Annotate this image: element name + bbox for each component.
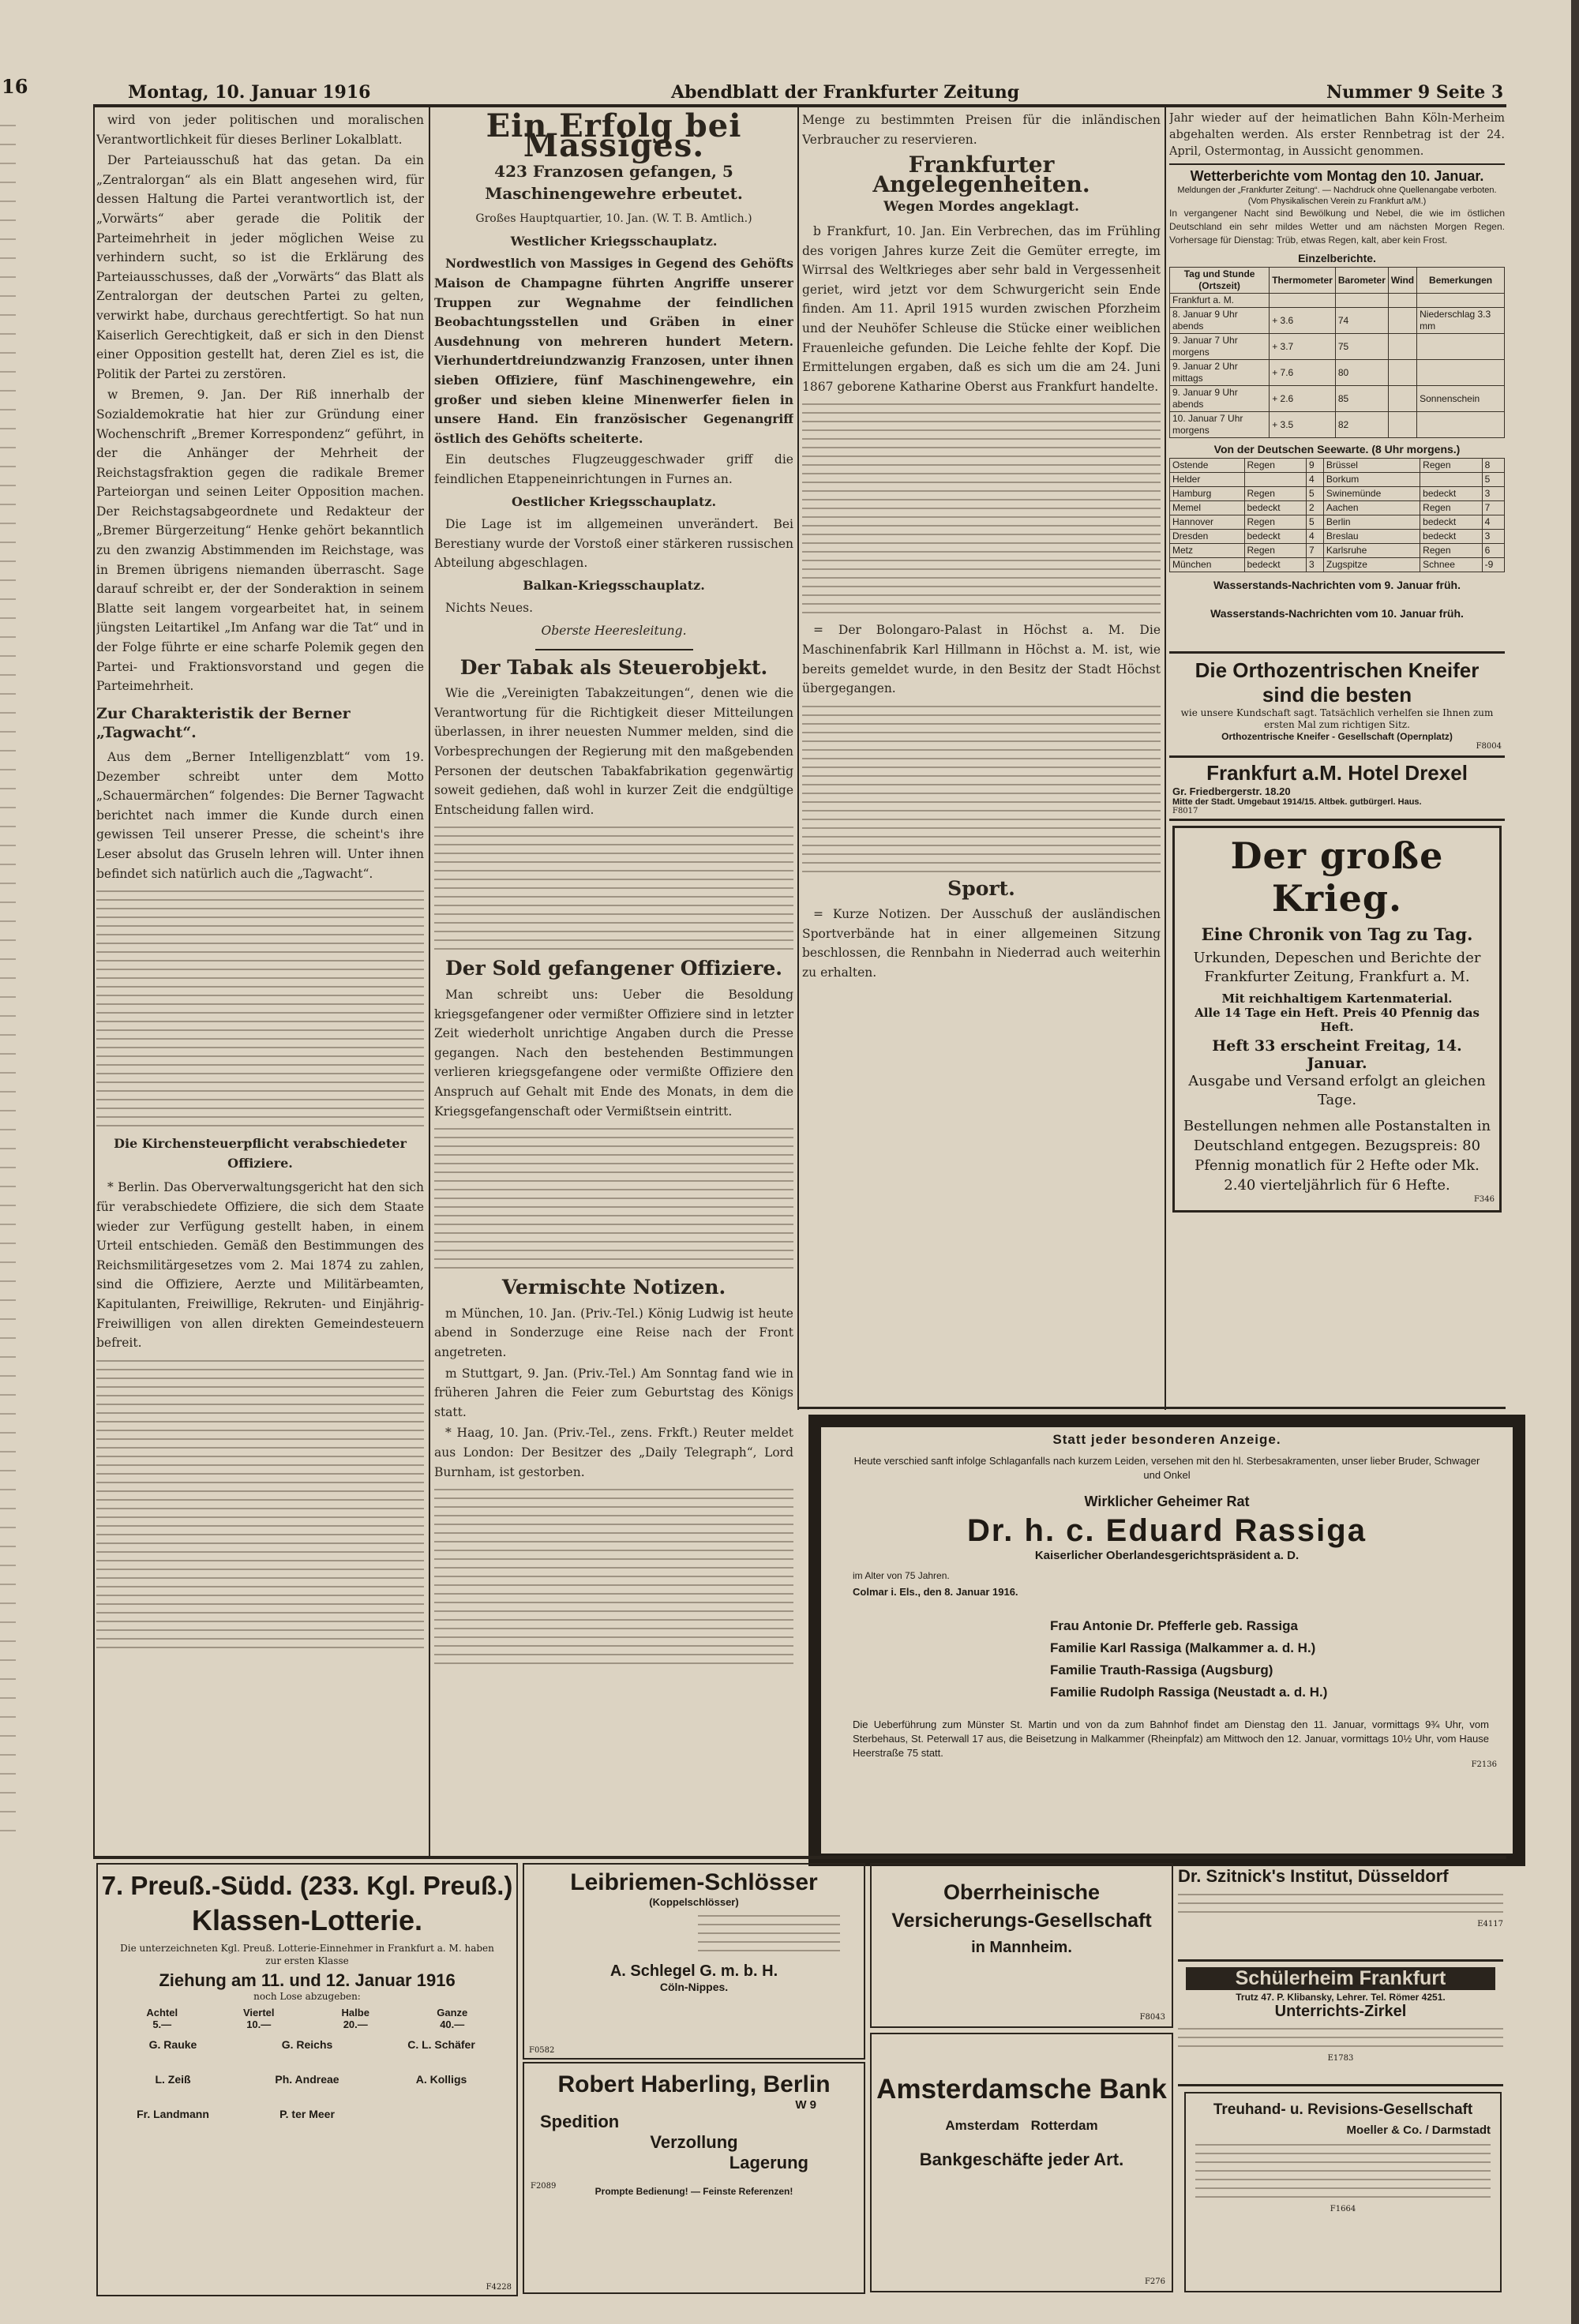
ad-body-filler	[1178, 2028, 1503, 2047]
station-cell	[1420, 473, 1483, 487]
obit-age: im Alter von 75 Jahren.	[853, 1570, 950, 1581]
station-cell: bedeckt	[1244, 530, 1307, 544]
previous-page-edge	[0, 111, 16, 1847]
ad-code: E4117	[1477, 1920, 1503, 1929]
szitnick-title: Dr. Szitnick's Institut, Düsseldorf	[1178, 1866, 1449, 1886]
separator	[93, 1856, 1506, 1859]
ad-kneifer-subtitle: sind die besten	[1262, 683, 1412, 707]
leib-subtitle: (Koppelschlösser)	[649, 1896, 739, 1908]
treuhand-title: Treuhand- u. Revisions-Gesellschaft	[1213, 2101, 1473, 2118]
station-cell: Hannover	[1170, 515, 1245, 530]
weather-table-cell: 85	[1335, 386, 1388, 412]
station-cell: Aachen	[1323, 501, 1420, 515]
separator	[1169, 651, 1505, 654]
weather-table-header: Bemerkungen	[1417, 268, 1505, 294]
station-row	[1170, 459, 1505, 473]
weather-table-cell	[1417, 294, 1505, 308]
station-cell: bedeckt	[1420, 515, 1483, 530]
station-cell: bedeckt	[1420, 530, 1483, 544]
ad-krieg-text: Heft 33 erscheint Freitag, 14. Januar.	[1212, 1037, 1462, 1072]
schuelerheim-address: Trutz 47. P. Klibansky, Lehrer. Tel. Römer 4251.	[1236, 1992, 1446, 2003]
station-cell: 4	[1307, 530, 1324, 544]
article-paragraph: Ein deutsches Flugzeuggeschwader griff die feindlichen Etappeneinrichtungen in Furnes an.	[434, 452, 793, 486]
article-paragraph: Die Lage ist im allgemeinen unverändert. Bei Berestiany wurde der Vorstoß einer stärkeren russischen Abteilung abgeschlagen.	[434, 517, 793, 571]
article-paragraph: * Berlin. Das Oberverwaltungsgericht hat den sich für verabschiedete Offiziere, die sich dem Staate wieder zur Verfügung gestellt haben, in einem Urteil entschieden. Gemäß den Bestimmungen des Reichsmilitärgesetzes vom 2. Mai 1874 zu zahlen, sind die Offiziere, Aerzte und Militärbeamten, Kapitulanten, Freiwillige, Rekruten- und Einjährig-Freiwilligen von allen direkten Gemeindesteuern befreit.	[96, 1180, 424, 1351]
station-cell: 9	[1307, 459, 1324, 473]
station-cell: Regen	[1244, 515, 1307, 530]
weather-subheading: Einzelberichte.	[1298, 252, 1376, 264]
seewarte-heading: Von der Deutschen Seewarte. (8 Uhr morgens.)	[1213, 443, 1461, 455]
ad-kneifer-company: Orthozentrische Kneifer - Gesellschaft (Opernplatz)	[1221, 731, 1453, 742]
ad-krieg-text: Bestellungen nehmen alle Postanstalten in Deutschland entgegen. Bezugspreis: 80 Pfennig monatlich für 2 Hefte oder Mk. 2.40 vierteljährlich für 6 Hefte.	[1183, 1118, 1491, 1194]
treuhand-company: Moeller & Co. / Darmstadt	[1346, 2123, 1491, 2137]
weather-table-cell: 74	[1335, 308, 1388, 334]
section-heading-sport: Sport.	[947, 876, 1015, 900]
lottery-text: Die unterzeichneten Kgl. Preuß. Lotterie-Einnehmer in Frankfurt a. M. haben zur ersten Klasse	[120, 1943, 494, 1966]
dateline: Großes Hauptquartier, 10. Jan. (W. T. B. Amtlich.)	[475, 212, 752, 226]
section-heading: Oestlicher Kriegsschauplatz.	[511, 493, 717, 509]
station-cell: 6	[1482, 544, 1504, 558]
ad-leibriemen	[523, 1863, 865, 2060]
station-cell: 2	[1307, 501, 1324, 515]
lottery-draw-date: Ziehung am 11. und 12. Januar 1916	[159, 1970, 456, 1990]
ad-hotel-address: Gr. Friedbergerstr. 18.20	[1172, 785, 1291, 797]
station-cell: Zugspitze	[1323, 558, 1420, 572]
article-paragraph: Jahr wieder auf der heimatlichen Bahn Köln-Merheim abgehalten werden. Als erster Rennbetrag ist der 24. April, Ostermontag, in Aussicht genommen.	[1169, 112, 1505, 158]
obit-title: Wirklicher Geheimer Rat	[1084, 1494, 1250, 1509]
weather-table-cell: 10. Januar 7 Uhr morgens	[1170, 412, 1270, 438]
weather-table-row	[1170, 308, 1505, 334]
lottery-seller: L. Zeiß	[155, 2073, 191, 2086]
haberling-title: Robert Haberling, Berlin	[557, 2071, 831, 2097]
ad-krieg-text: Urkunden, Depeschen und Berichte der Frankfurter Zeitung, Frankfurt a. M.	[1193, 950, 1481, 985]
ad-code: E1783	[1327, 2054, 1354, 2063]
weather-table-cell	[1388, 334, 1416, 360]
obit-family-member: Familie Karl Rassiga (Malkammer a. d. H.)	[1050, 1640, 1316, 1655]
obit-family-member: Frau Antonie Dr. Pfefferle geb. Rassiga	[1050, 1618, 1298, 1633]
lottery-column-label: Achtel	[146, 2007, 178, 2019]
station-cell: 7	[1307, 544, 1324, 558]
article-paragraph: Wie die „Vereinigten Tabakzeitungen“, denen wie die Verantwortung für die Richtigkeit dieser Mitteilungen überlassen, in ihrer neuesten Nummer melden, sind die Vorbesprechungen der Regierung mit den maßgebenden Personen der deutschen Tabakfabrikation gegenwärtig soweit gediehen, daß wohl in kurzer Zeit die endgültige Entscheidung fallen wird.	[434, 686, 793, 817]
weather-table-cell	[1417, 334, 1505, 360]
weather-table-cell	[1270, 294, 1336, 308]
lottery-seller: C. L. Schäfer	[407, 2038, 475, 2051]
leib-title: Leibriemen-Schlösser	[570, 1869, 818, 1895]
station-cell: 8	[1482, 459, 1504, 473]
obit-family-list	[821, 1615, 1513, 1704]
ad-krieg-title: Der große Krieg.	[1230, 834, 1444, 920]
ad-kneifer	[1169, 654, 1505, 755]
ad-krieg-text: Mit reichhaltigem Kartenmaterial.	[1221, 991, 1453, 1006]
haberling-district: W 9	[795, 2098, 816, 2112]
lottery-price: 40.—	[440, 2019, 465, 2030]
obit-intro: Heute verschied sanft infolge Schlaganfalls nach kurzem Leiden, versehen mit den hl. Sterbesakramenten, unser lieber Bruder, Schwager und Onkel	[853, 1455, 1480, 1481]
column-1	[96, 111, 424, 1851]
column-divider	[429, 107, 430, 1856]
column-divider	[797, 107, 799, 1410]
weather-table	[1169, 267, 1505, 438]
article-paragraph: Menge zu bestimmten Preisen für die inländischen Verbraucher zu reservieren.	[802, 113, 1161, 147]
weather-table-row	[1170, 412, 1505, 438]
ad-body-filler	[698, 1915, 840, 1951]
station-cell: Karlsruhe	[1323, 544, 1420, 558]
weather-table-cell: Sonnenschein	[1417, 386, 1505, 412]
schuelerheim-subtitle: Unterrichts-Zirkel	[1274, 2003, 1407, 2020]
ad-code: F8004	[1476, 742, 1502, 751]
separator	[535, 649, 693, 650]
schuelerheim-title: Schülerheim Frankfurt	[1186, 1967, 1495, 1990]
leib-company: A. Schlegel G. m. b. H.	[609, 1962, 778, 1980]
ad-amsterdamsche-bank	[870, 2033, 1173, 2292]
article-heading: Der Tabak als Steuerobjekt.	[459, 655, 768, 679]
haberling-service: Verzollung	[650, 2132, 738, 2152]
separator	[1169, 819, 1505, 821]
lottery-seller: P. ter Meer	[279, 2108, 335, 2120]
station-row	[1170, 501, 1505, 515]
station-cell: Breslau	[1323, 530, 1420, 544]
headline-massiges: Ein Erfolg bei Massiges.	[486, 111, 742, 164]
station-cell: 3	[1482, 487, 1504, 501]
ad-treuhand	[1184, 2092, 1502, 2292]
obit-header: Statt jeder besonderen Anzeige.	[1052, 1432, 1281, 1447]
obit-place-date: Colmar i. Els., den 8. Januar 1916.	[853, 1586, 1018, 1598]
lottery-seller: Fr. Landmann	[137, 2108, 209, 2120]
ad-kneifer-title: Die Orthozentrischen Kneifer	[1195, 658, 1480, 682]
station-cell: 5	[1307, 515, 1324, 530]
lottery-price-grid	[114, 2007, 501, 2030]
weather-table-cell	[1335, 294, 1388, 308]
station-row	[1170, 530, 1505, 544]
article-paragraph: * Haag, 10. Jan. (Priv.-Tel., zens. Frkft.) Reuter meldet aus London: Der Besitzer des „Daily Telegraph“, Lord Burnham, ist gestorben.	[434, 1426, 793, 1479]
column-2	[434, 111, 793, 1851]
obit-family-member: Familie Trauth-Rassiga (Augsburg)	[1050, 1662, 1273, 1677]
article-body-filler	[96, 1360, 424, 1648]
lottery-column-label: Halbe	[341, 2007, 369, 2019]
article-paragraph: w Bremen, 9. Jan. Der Riß innerhalb der Sozialdemokratie hat hier zur Gründung einer Wochenschrift „Bremer Korrespondenz“ geführt, in der die Anhänger der Mehrheit der Reichstagsfraktion gegen die radikale Bremer Parteiorgan und seinen Leiter Opposition machen. Der Reichstagsabgeordnete und Redakteur der „Bremer Bürgerzeitung“ Henke gehört bekanntlich zu den zwanzig Abstimmenden im Reichstage, was in Bremen übrigens niemanden überrascht. Sage darauf schreibt er, der der Sonderaktion in seinem Blatte seit langem vorgearbeitet hat, in seinem jüngsten Leitartikel „Im Anfang war die Tat“ und in der Folge führte er eine scharfe Polemik gegen den Partei- und Fraktionsvorstand und gegen die Parteimehrheit.	[96, 388, 424, 694]
lottery-price: 20.—	[343, 2019, 368, 2030]
separator	[1169, 755, 1505, 758]
weather-table-cell	[1388, 294, 1416, 308]
article-paragraph: = Der Bolongaro-Palast in Höchst a. M. Die Maschinenfabrik Karl Hillmann in Höchst a. M. ist, wie bereits gemeldet wurde, in den Besitz der Stadt Höchst übergegangen.	[802, 623, 1161, 696]
weather-table-cell: + 2.6	[1270, 386, 1336, 412]
obituary-notice	[808, 1415, 1525, 1866]
article-body-filler	[434, 827, 793, 950]
station-cell: Borkum	[1323, 473, 1420, 487]
ad-haberling	[523, 2062, 865, 2294]
article-paragraph: wird von jeder politischen und moralischen Verantwortlichkeit für dieses Berliner Lokalblatt.	[96, 113, 424, 147]
weather-table-cell: Niederschlag 3.3 mm	[1417, 308, 1505, 334]
weather-table-header: Thermometer	[1270, 268, 1336, 294]
obit-funeral-info: Die Ueberführung zum Münster St. Martin und von da zum Bahnhof findet am Dienstag den 11. Januar, vormittags 9¾ Uhr, vom Sterbehaus, St. Peterwall 17 aus, die Beisetzung in Malkammer (Rheinpfalz) am Mittwoch den 12. Januar, vormittags 10½ Uhr, vom Hause Heerstraße 75 statt.	[853, 1719, 1489, 1759]
weather-table-cell: 9. Januar 2 Uhr mittags	[1170, 360, 1270, 386]
station-cell: bedeckt	[1420, 487, 1483, 501]
station-cell: Helder	[1170, 473, 1245, 487]
weather-table-cell	[1388, 360, 1416, 386]
ad-hotel-drexel	[1169, 758, 1505, 819]
weather-table-cell: + 3.6	[1270, 308, 1336, 334]
weather-table-cell: 8. Januar 9 Uhr abends	[1170, 308, 1270, 334]
station-cell: München	[1170, 558, 1245, 572]
obit-name: Dr. h. c. Eduard Rassiga	[967, 1513, 1367, 1548]
lottery-column-label: Viertel	[242, 2007, 275, 2019]
weather-title: Wetterberichte vom Montag den 10. Januar.	[1190, 168, 1484, 184]
weather-table-cell: + 3.7	[1270, 334, 1336, 360]
ad-krieg-subtitle: Eine Chronik von Tag zu Tag.	[1201, 924, 1473, 944]
ad-body-filler	[1195, 2144, 1491, 2198]
station-cell: Brüssel	[1323, 459, 1420, 473]
weather-table-cell: 9. Januar 9 Uhr abends	[1170, 386, 1270, 412]
ober-subtitle: Versicherungs-Gesellschaft	[891, 1910, 1152, 1932]
station-cell: bedeckt	[1244, 558, 1307, 572]
article-heading: Vermischte Notizen.	[501, 1276, 726, 1299]
column-divider	[93, 107, 95, 1856]
ad-body-filler	[1178, 1894, 1503, 1913]
station-cell: 4	[1307, 473, 1324, 487]
weather-table-cell: + 7.6	[1270, 360, 1336, 386]
column-divider	[1165, 107, 1166, 1410]
weather-table-cell: 9. Januar 7 Uhr morgens	[1170, 334, 1270, 360]
weather-table-row	[1170, 360, 1505, 386]
haberling-service: Lagerung	[729, 2153, 808, 2172]
article-paragraph: Man schreibt uns: Ueber die Besoldung kriegsgefangener oder vermißter Offiziere sind in letzter Zeit wiederholt unrichtige Angaben durch die Presse gegangen. Nach den bestehenden Bestimmungen verlieren kriegsgefangene oder vermißte Offiziere den Anspruch auf Gehalt mit Ende des Monats, in dem die Kriegsgefangenschaft oder Vermißtsein eintritt.	[434, 988, 793, 1119]
ad-hotel-title: Frankfurt a.M. Hotel Drexel	[1206, 761, 1468, 785]
ad-code: F2089	[531, 2182, 557, 2191]
ad-code: F0582	[529, 2046, 555, 2055]
ad-grosse-krieg	[1172, 826, 1502, 1213]
station-cell: 3	[1482, 530, 1504, 544]
station-cell: Ostende	[1170, 459, 1245, 473]
station-row	[1170, 473, 1505, 487]
weather-table-cell	[1388, 308, 1416, 334]
article-paragraph: b Frankfurt, 10. Jan. Ein Verbrechen, das im Frühling des vorigen Jahres kurze Zeit die Gemüter erregte, im Wirrsal des Weltkrieges aber sehr bald in Vergessenheit geriet, wird jetzt vor dem Schwurgericht sein Ende finden. Am 11. April 1915 wurden zwischen Pforzheim und der Neuhöfer Schleuse die Stücke einer weiblichen Frauenleiche gefunden. Die Leiche fehlte der Kopf. Die Ermittelungen ergaben, daß es sich um die am 24. Juni 1867 geborene Katharine Oberst aus Frankfurt handelte.	[802, 223, 1161, 394]
station-cell: bedeckt	[1244, 501, 1307, 515]
obit-family-member: Familie Rudolph Rassiga (Neustadt a. d. H.)	[1050, 1685, 1328, 1700]
station-table	[1169, 458, 1505, 572]
ad-szitnick	[1178, 1863, 1503, 1962]
lottery-seller: G. Rauke	[148, 2038, 197, 2051]
article-paragraph: m München, 10. Jan. (Priv.-Tel.) König Ludwig ist heute abend in Sonderzuge eine Reise nach der Front angetreten.	[434, 1306, 793, 1359]
article-paragraph: Der Parteiausschuß hat das getan. Da ein „Zentralorgan“ als ein Blatt angesehen wird, für dessen Haltung die Partei verantwortlich ist, der „Vorwärts“ aber gerade die Politik der Parteimehrheit in jeder möglichen Weise zu verhindern sucht, so ist die Erklärung des Parteiausschusses, daß der „Vorwärts“ das Blatt als Zentralorgan der deutschen Partei zu gelten, verwirkt habe, durchaus gerechtfertigt. So hat nun Kaiserlich Gerechtigkeit, daß er sich in den Dienst einer Opposition gestellt hat, deren Ziel es ist, die Politik der Partei zu zerstören.	[96, 153, 424, 381]
weather-table-header: Tag und Stunde (Ortszeit)	[1170, 268, 1270, 294]
article-heading: Wegen Mordes angeklagt.	[883, 199, 1079, 216]
station-cell: Memel	[1170, 501, 1245, 515]
article-body-filler	[96, 890, 424, 1126]
lottery-sellers	[106, 2038, 508, 2120]
page-edge	[1571, 0, 1579, 2324]
station-cell: Regen	[1420, 501, 1483, 515]
lottery-text: noch Lose abzugeben:	[253, 1991, 361, 2002]
signature: Oberste Heeresleitung.	[541, 624, 687, 639]
separator	[1178, 1959, 1503, 1962]
weather-table-cell	[1417, 360, 1505, 386]
station-cell: Hamburg	[1170, 487, 1245, 501]
haberling-service: Spedition	[540, 2112, 620, 2131]
station-row	[1170, 558, 1505, 572]
lottery-subtitle: Klassen-Lotterie.	[191, 1904, 423, 1936]
station-cell: Schnee	[1420, 558, 1483, 572]
header-paper-name: Abendblatt der Frankfurter Zeitung	[671, 82, 1020, 103]
ad-code: F1664	[1330, 2205, 1356, 2213]
bank-services: Bankgeschäfte jeder Art.	[919, 2150, 1124, 2169]
lottery-price: 5.—	[152, 2019, 172, 2030]
ad-schuelerheim	[1178, 1966, 1503, 2080]
ad-lottery	[96, 1863, 518, 2296]
header-page-number: Nummer 9 Seite 3	[1326, 82, 1504, 103]
weather-table-cell: 75	[1335, 334, 1388, 360]
lottery-title: 7. Preuß.-Südd. (233. Kgl. Preuß.)	[101, 1871, 513, 1900]
lottery-seller: G. Reichs	[281, 2038, 333, 2051]
article-paragraph: m Stuttgart, 9. Jan. (Priv.-Tel.) Am Sonntag fand wie in früheren Jahren die Feier zum Geburtstag des Königs statt.	[434, 1366, 793, 1419]
weather-table-header: Wind	[1388, 268, 1416, 294]
lottery-column-label: Ganze	[437, 2007, 468, 2019]
page-number-left: 16	[2, 75, 28, 98]
weather-table-row	[1170, 294, 1505, 308]
article-heading: Der Sold gefangener Offiziere.	[445, 957, 782, 980]
ad-code: F2136	[1471, 1760, 1497, 1769]
article-body-filler	[802, 706, 1161, 872]
article-body-filler	[802, 403, 1161, 613]
weather-table-row	[1170, 334, 1505, 360]
ad-code: F8017	[1172, 807, 1198, 815]
station-cell: Regen	[1420, 544, 1483, 558]
station-cell: Regen	[1420, 459, 1483, 473]
bank-title: Amsterdamsche Bank	[876, 2074, 1167, 2105]
station-cell: Dresden	[1170, 530, 1245, 544]
article-paragraph: Nordwestlich von Massiges in Gegend des Gehöfts Maison de Champagne führten Angriffe unserer Truppen zur Wegnahme der feindlichen Beobachtungsstellen und Gräben in einer Ausdehnung von mehreren hundert Metern. Vierhundertdreiundzwanzig Franzosen, unter ihnen sieben Offiziere, fünf Maschinengewehre, ein großer und sieben kleine Minenwerfer fielen in unsere Hand. Ein französischer Gegenangriff östlich des Gehöfts scheiterte.	[434, 256, 793, 446]
separator	[1178, 2084, 1503, 2086]
station-row	[1170, 487, 1505, 501]
station-row	[1170, 544, 1505, 558]
station-cell: 7	[1482, 501, 1504, 515]
article-paragraph: = Kurze Notizen. Der Ausschuß der ausländischen Sportverbände hat in einer allgemeinen Sitzung beschlossen, die Rennbahn in Niederrad auch weiterhin zu erhalten.	[802, 907, 1161, 980]
weather-table-cell	[1417, 412, 1505, 438]
bank-cities: Amsterdam Rotterdam	[945, 2118, 1098, 2133]
section-heading: Balkan-Kriegsschauplatz.	[523, 577, 705, 593]
header-date: Montag, 10. Januar 1916	[128, 82, 371, 103]
lottery-seller: Ph. Andreae	[275, 2073, 339, 2086]
leib-city: Cöln-Nippes.	[659, 1981, 729, 1993]
weather-text: In vergangener Nacht sind Bewölkung und Nebel, die wie im östlichen Deutschland ein sehr mildes Wetter und am nächsten Morgen Regen. Vorhersage für Dienstag: Trüb, etwas Regen, kalt, aber kein Frost.	[1169, 208, 1505, 246]
station-cell	[1244, 473, 1307, 487]
article-paragraph: Aus dem „Berner Intelligenzblatt“ vom 19. Dezember schreibt unter dem Motto „Schauermärchen“ folgendes: Die Berner Tagwacht berichtet nach immer die Kunde durch einen gewissen Teil unserer Presse, die scheint's ihre Leser absolut das Gruseln lehren will. Unter ihnen befindet sich natürlich auch die „Tagwacht“.	[96, 750, 424, 881]
separator	[1169, 163, 1505, 165]
weather-table-cell: 80	[1335, 360, 1388, 386]
weather-table-cell: Frankfurt a. M.	[1170, 294, 1270, 308]
station-cell: Regen	[1244, 487, 1307, 501]
station-cell: 5	[1307, 487, 1324, 501]
lottery-price: 10.—	[246, 2019, 272, 2030]
station-cell: Metz	[1170, 544, 1245, 558]
article-heading: Die Kirchensteuerpflicht verabschiedeter Offiziere.	[114, 1136, 407, 1171]
station-cell: 4	[1482, 515, 1504, 530]
station-cell: -9	[1482, 558, 1504, 572]
section-heading: Westlicher Kriegsschauplatz.	[510, 233, 718, 249]
station-cell: Regen	[1244, 459, 1307, 473]
separator	[799, 1407, 1506, 1409]
ober-title: Oberrheinische	[943, 1880, 1101, 1904]
ad-krieg-text: Alle 14 Tage ein Heft. Preis 40 Pfennig das Heft.	[1195, 1006, 1480, 1034]
ad-code: F346	[1473, 1195, 1495, 1204]
weather-table-row	[1170, 386, 1505, 412]
column-3	[802, 111, 1161, 1405]
weather-table-cell	[1388, 412, 1416, 438]
article-heading: Zur Charakteristik der Berner „Tagwacht“.	[96, 704, 351, 742]
weather-table-header: Barometer	[1335, 268, 1388, 294]
weather-subtitle: Meldungen der „Frankfurter Zeitung“. — Nachdruck ohne Quellenangabe verboten. (Vom Physikalischen Verein zu Frankfurt a/M.)	[1177, 186, 1497, 206]
ad-code: F276	[1144, 2277, 1165, 2286]
weather-table-cell: 82	[1335, 412, 1388, 438]
water-level-heading: Wasserstands-Nachrichten vom 9. Januar früh.	[1213, 579, 1461, 591]
article-paragraph: Nichts Neues.	[445, 601, 534, 616]
ober-city: in Mannheim.	[971, 1939, 1072, 1956]
section-heading-frankfurt: Frankfurter Angelegenheiten.	[872, 152, 1090, 197]
station-cell: 5	[1482, 473, 1504, 487]
station-cell: Berlin	[1323, 515, 1420, 530]
water-level-heading: Wasserstands-Nachrichten vom 10. Januar früh.	[1210, 607, 1464, 620]
article-body-filler	[434, 1489, 793, 1664]
haberling-slogan: Prompte Bedienung! — Feinste Referenzen!	[594, 2186, 793, 2197]
ad-hotel-text: Mitte der Stadt. Umgebaut 1914/15. Altbek. gutbürgerl. Haus.	[1172, 797, 1422, 807]
ad-kneifer-text: wie unsere Kundschaft sagt. Tatsächlich verhelfen sie Ihnen zum ersten Mal zum richtigen Sitz.	[1180, 707, 1494, 730]
lottery-seller: A. Kolligs	[415, 2073, 467, 2086]
weather-table-cell: + 3.5	[1270, 412, 1336, 438]
article-body-filler	[434, 1128, 793, 1269]
station-cell: Regen	[1244, 544, 1307, 558]
ad-code: F4228	[486, 2283, 512, 2292]
ad-oberrheinische	[870, 1863, 1173, 2028]
station-row	[1170, 515, 1505, 530]
subheadline: 423 Franzosen gefangen, 5 Maschinengewehre erbeutet.	[485, 162, 743, 204]
column-4	[1169, 111, 1505, 1405]
ad-code: F8043	[1139, 2013, 1165, 2022]
station-cell: 3	[1307, 558, 1324, 572]
weather-table-cell	[1388, 386, 1416, 412]
header-rule	[93, 104, 1506, 107]
obit-position: Kaiserlicher Oberlandesgerichtspräsident a. D.	[1034, 1549, 1300, 1562]
station-cell: Swinemünde	[1323, 487, 1420, 501]
ad-krieg-text: Ausgabe und Versand erfolgt an gleichen Tage.	[1188, 1073, 1486, 1108]
